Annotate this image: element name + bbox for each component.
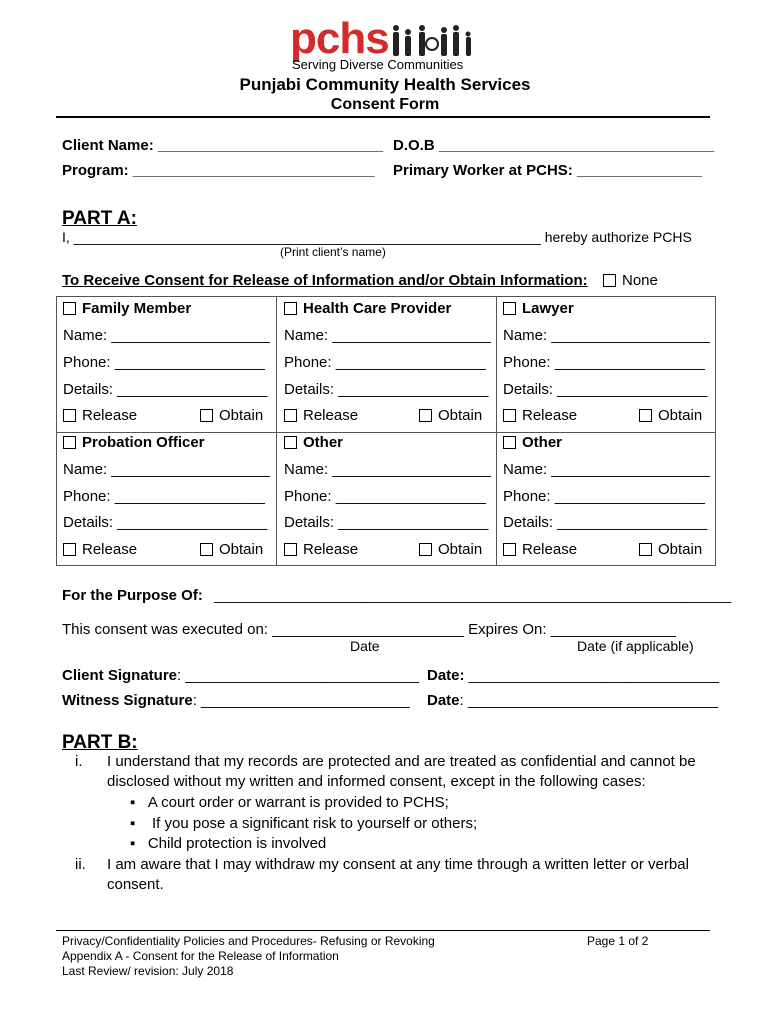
none-checkbox[interactable] — [603, 274, 616, 287]
purpose-field[interactable]: ______________________________________________________________ — [214, 587, 732, 604]
logo-brand: pchs — [290, 14, 389, 63]
consent-heading: To Receive Consent for Release of Information and/or Obtain Information: — [62, 272, 588, 289]
witness-date-field[interactable]: Date: ______________________________ — [427, 692, 719, 709]
lawyer-name-field[interactable]: Name: ___________________ — [503, 327, 710, 344]
provider-phone-field[interactable]: Phone: __________________ — [284, 354, 486, 371]
checkbox[interactable] — [419, 543, 432, 556]
probation-details-field[interactable]: Details: __________________ — [63, 514, 268, 531]
family-phone-field[interactable]: Phone: __________________ — [63, 354, 265, 371]
obtain-option[interactable]: Obtain — [419, 541, 482, 558]
checkbox[interactable] — [284, 543, 297, 556]
bullet-item: ▪ A court order or warrant is provided to PCHS; — [130, 794, 449, 811]
primary-worker-field[interactable]: Primary Worker at PCHS: _______________ — [393, 162, 703, 179]
none-label: None — [622, 272, 658, 289]
date-if-applicable-caption: Date (if applicable) — [577, 638, 694, 654]
page-number: Page 1 of 2 — [587, 934, 649, 948]
item-ii-line1: I am aware that I may withdraw my consent at any time through a written letter or verbal — [107, 856, 689, 873]
part-b-heading: PART B: — [62, 732, 138, 753]
item-ii-number: ii. — [75, 856, 86, 873]
other2-name-field[interactable]: Name: ___________________ — [503, 461, 710, 478]
checkbox[interactable] — [63, 409, 76, 422]
executed-line[interactable]: This consent was executed on: _______________________ Expires On: _______________ — [62, 621, 676, 638]
lawyer-option[interactable]: Lawyer — [503, 300, 574, 317]
probation-phone-field[interactable]: Phone: __________________ — [63, 488, 265, 505]
checkbox[interactable] — [503, 302, 516, 315]
none-option[interactable] — [603, 272, 658, 289]
checkbox[interactable] — [503, 409, 516, 422]
obtain-option[interactable]: Obtain — [200, 407, 263, 424]
other-details-field[interactable]: Details: __________________ — [284, 514, 489, 531]
bullet-item: ▪ Child protection is involved — [130, 835, 327, 852]
date-caption: Date — [350, 638, 380, 654]
lawyer-details-field[interactable]: Details: __________________ — [503, 381, 708, 398]
provider-details-field[interactable]: Details: __________________ — [284, 381, 489, 398]
logo-tagline: Serving Diverse Communities — [292, 57, 464, 72]
purpose-label: For the Purpose Of: — [62, 587, 203, 604]
title-divider — [56, 116, 710, 118]
item-i-line1: I understand that my records are protected and are treated as confidential and cannot be — [107, 753, 696, 770]
release-option[interactable]: Release — [503, 541, 577, 558]
footer-line-2: Appendix A - Consent for the Release of Information — [62, 949, 339, 963]
client-name-field[interactable]: Client Name: ___________________________ — [62, 137, 384, 154]
people-silhouettes-icon — [388, 24, 480, 60]
release-option[interactable]: Release — [503, 407, 577, 424]
release-option[interactable]: Release — [63, 407, 137, 424]
page-title: Punjabi Community Health Services — [239, 75, 531, 94]
checkbox[interactable] — [639, 409, 652, 422]
health-care-provider-option[interactable]: Health Care Provider — [284, 300, 451, 317]
checkbox[interactable] — [63, 436, 76, 449]
obtain-option[interactable]: Obtain — [639, 541, 702, 558]
family-name-field[interactable]: Name: ___________________ — [63, 327, 270, 344]
item-i-line2: disclosed without my written and informed consent, except in the following cases: — [107, 773, 646, 790]
checkbox[interactable] — [200, 543, 213, 556]
authorize-line[interactable]: I, ____________________________________________________________ hereby authorize PCHS — [62, 229, 692, 245]
footer-divider — [56, 930, 710, 931]
family-details-field[interactable]: Details: __________________ — [63, 381, 268, 398]
item-ii-line2: consent. — [107, 876, 164, 893]
other-name-field[interactable]: Name: ___________________ — [284, 461, 491, 478]
client-date-field[interactable]: Date: ______________________________ — [427, 667, 719, 684]
checkbox[interactable] — [419, 409, 432, 422]
page-subtitle: Consent Form — [330, 96, 440, 113]
family-member-option[interactable]: Family Member — [63, 300, 191, 317]
footer-line-3: Last Review/ revision: July 2018 — [62, 964, 234, 978]
release-option[interactable]: Release — [63, 541, 137, 558]
obtain-option[interactable]: Obtain — [419, 407, 482, 424]
part-a-heading: PART A: — [62, 208, 137, 229]
checkbox[interactable] — [284, 302, 297, 315]
checkbox[interactable] — [63, 543, 76, 556]
other-option[interactable]: Other — [284, 434, 343, 451]
client-signature-field[interactable]: Client Signature: ____________________________ — [62, 667, 419, 684]
bullet-item: ▪ If you pose a significant risk to yourself or others; — [130, 815, 478, 832]
checkbox[interactable] — [284, 409, 297, 422]
lawyer-phone-field[interactable]: Phone: __________________ — [503, 354, 705, 371]
program-field[interactable]: Program: _____________________________ — [62, 162, 375, 179]
dob-field[interactable]: D.O.B _________________________________ — [393, 137, 715, 154]
release-option[interactable]: Release — [284, 541, 358, 558]
checkbox[interactable] — [63, 302, 76, 315]
checkbox[interactable] — [284, 436, 297, 449]
probation-name-field[interactable]: Name: ___________________ — [63, 461, 270, 478]
checkbox[interactable] — [503, 436, 516, 449]
other2-phone-field[interactable]: Phone: __________________ — [503, 488, 705, 505]
witness-signature-field[interactable]: Witness Signature: _________________________ — [62, 692, 410, 709]
probation-officer-option[interactable]: Probation Officer — [63, 434, 205, 451]
other-phone-field[interactable]: Phone: __________________ — [284, 488, 486, 505]
item-i-number: i. — [75, 753, 83, 770]
footer-line-1: Privacy/Confidentiality Policies and Procedures- Refusing or Revoking — [62, 934, 435, 948]
obtain-option[interactable]: Obtain — [200, 541, 263, 558]
other-option[interactable]: Other — [503, 434, 562, 451]
checkbox[interactable] — [639, 543, 652, 556]
release-option[interactable]: Release — [284, 407, 358, 424]
checkbox[interactable] — [200, 409, 213, 422]
print-name-caption: (Print client’s name) — [280, 245, 386, 259]
obtain-option[interactable]: Obtain — [639, 407, 702, 424]
provider-name-field[interactable]: Name: ___________________ — [284, 327, 491, 344]
other2-details-field[interactable]: Details: __________________ — [503, 514, 708, 531]
checkbox[interactable] — [503, 543, 516, 556]
